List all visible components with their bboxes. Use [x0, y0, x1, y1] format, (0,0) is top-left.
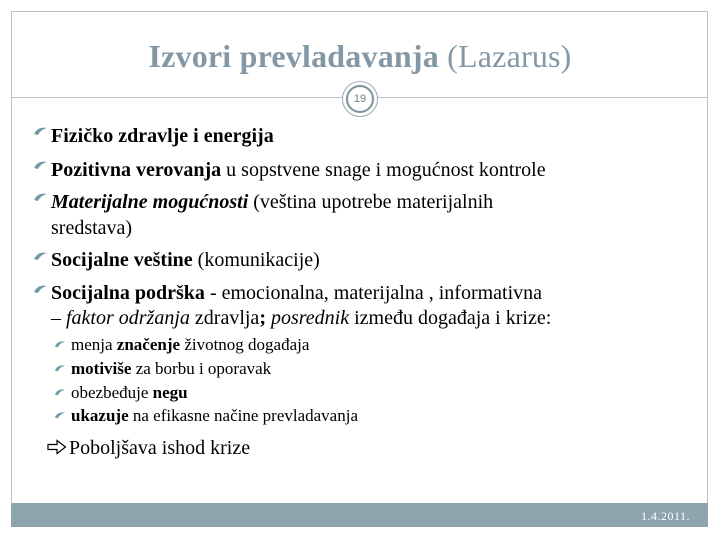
outline-right-arrow-icon: [47, 439, 67, 455]
bullet-icon: [33, 284, 48, 294]
bold-text: ukazuje: [71, 406, 129, 425]
bullet-bold-text: Materijalne mogućnosti: [51, 191, 249, 213]
dash-text: –: [51, 307, 66, 329]
bold-text: negu: [152, 383, 188, 402]
plain-text: životnog događaja: [180, 335, 310, 354]
title-main: Izvori prevladavanja: [148, 38, 439, 74]
bullet-item: [51, 158, 546, 182]
bullet-continuation: sredstava): [51, 217, 133, 239]
plain-text: menja: [71, 335, 117, 354]
result-line: Poboljšava ishod krize: [69, 437, 251, 459]
italic-text: posrednik: [265, 307, 350, 329]
bullet-bold-text: Fizičko zdravlje i energija: [51, 125, 274, 147]
italic-text: faktor održanja: [66, 307, 190, 329]
plain-text: na efikasne načine prevladavanja: [128, 406, 359, 425]
bold-text: značenje: [116, 335, 181, 354]
bullet-text: - emocionalna, materijalna , informativna: [204, 282, 543, 304]
bold-text: motiviše: [71, 359, 132, 378]
sub-bullet-icon: [54, 411, 66, 419]
footer-bar: [11, 503, 708, 527]
bullet-text: u sopstvene snage i mogućnost kontrole: [221, 159, 546, 181]
plain-text: za borbu i oporavak: [131, 359, 272, 378]
plain-text: zdravlja: [189, 307, 260, 329]
footer-date: 1.4.2011.: [640, 509, 690, 523]
title-paren: (Lazarus): [447, 38, 572, 74]
sub-bullet-icon: [54, 388, 66, 396]
plain-text: između događaja i krize:: [349, 307, 552, 329]
bullet-icon: [33, 126, 48, 136]
bullet-icon: [33, 192, 48, 202]
bullet-text: (veština upotrebe materijalnih: [248, 191, 494, 213]
bullet-icon: [33, 160, 48, 170]
bullet-item: [51, 248, 320, 272]
bullet-item: [51, 190, 493, 214]
page-number: 19: [346, 85, 374, 113]
sub-bullet-item: [71, 382, 188, 404]
bullet-text: (komunikacije): [192, 249, 320, 271]
bullet-bold-text: Pozitivna verovanja: [51, 159, 222, 181]
sub-bullet-item: [71, 405, 358, 427]
bullet-continuation: [51, 306, 551, 330]
bullet-bold-text: Socijalna podrška: [51, 282, 205, 304]
sub-bullet-item: [71, 358, 271, 380]
bullet-item: [51, 124, 274, 148]
bullet-icon: [33, 251, 48, 261]
sub-bullet-icon: [54, 364, 66, 372]
plain-text: obezbeđuje: [71, 383, 153, 402]
sub-bullet-icon: [54, 340, 66, 348]
bullet-item: [51, 281, 542, 305]
bullet-bold-text: Socijalne veštine: [51, 249, 193, 271]
sub-bullet-item: [71, 334, 309, 356]
semicolon-text: ;: [259, 307, 266, 329]
